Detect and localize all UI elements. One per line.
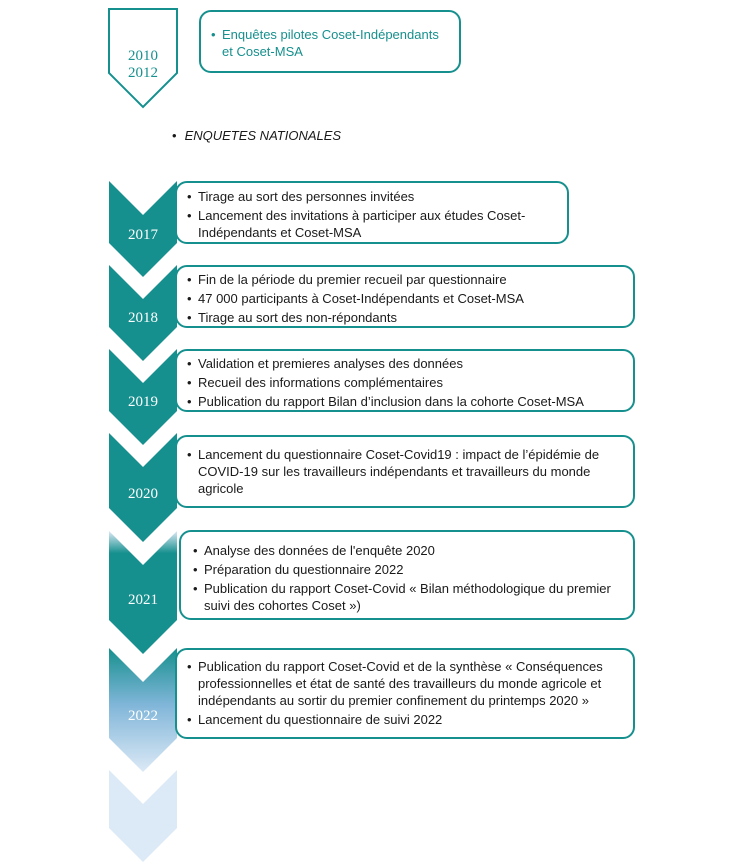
pilot-box xyxy=(199,10,461,73)
step-item: • Publication du rapport Coset-Covid et de la synthèse « Conséquences professionnelles et état de santé des travailleurs du monde agricole et indépendants au sortir du premier confinement du printemps 2020 » xyxy=(187,658,625,709)
step-box-2020 xyxy=(175,435,635,508)
step-item: • Lancement du questionnaire Coset-Covid19 : impact de l’épidémie de COVID-19 sur les travailleurs indépendants et travailleurs du monde agricole xyxy=(187,446,623,497)
step-box-2019 xyxy=(175,349,635,412)
year-label-2017: 2017 xyxy=(128,227,158,243)
step-box-2022 xyxy=(175,648,635,739)
step-box-2018 xyxy=(175,265,635,328)
step-item: • Publication du rapport Bilan d’inclusion dans la cohorte Coset-MSA xyxy=(187,393,625,410)
step-item: • Analyse des données de l'enquête 2020 xyxy=(193,542,623,559)
step-item: • Validation et premieres analyses des données xyxy=(187,355,625,372)
step-item: • Publication du rapport Coset-Covid « Bilan méthodologique du premier suivi des cohortes Coset ») xyxy=(193,580,623,614)
pilot-item: • Enquêtes pilotes Coset-Indépendants et Coset-MSA xyxy=(211,26,449,60)
year-label-2018: 2018 xyxy=(128,310,158,326)
step-box-2021 xyxy=(179,530,635,620)
step-item: • Tirage au sort des non-répondants xyxy=(187,309,625,326)
step-item: • Recueil des informations complémentaires xyxy=(187,374,625,391)
step-item: • Lancement du questionnaire de suivi 2022 xyxy=(187,711,625,728)
step-box-2017 xyxy=(175,181,569,244)
step-item: • Préparation du questionnaire 2022 xyxy=(193,561,623,578)
step-item: • Lancement des invitations à participer aux études Coset-Indépendants et Coset-MSA xyxy=(187,207,559,241)
year-label-2021: 2021 xyxy=(128,592,158,608)
step-item: • Tirage au sort des personnes invitées xyxy=(187,188,559,205)
section-label: • ENQUETES NATIONALES xyxy=(172,128,341,143)
year-label-2020: 2020 xyxy=(128,486,158,502)
step-item: • 47 000 participants à Coset-Indépendants et Coset-MSA xyxy=(187,290,625,307)
year-label-2012: 2012 xyxy=(128,65,158,81)
step-item: • Fin de la période du premier recueil par questionnaire xyxy=(187,271,625,288)
year-label-2022: 2022 xyxy=(128,708,158,724)
year-label-2010: 2010 xyxy=(128,48,158,64)
arrow-future xyxy=(109,770,177,862)
year-label-2019: 2019 xyxy=(128,394,158,410)
